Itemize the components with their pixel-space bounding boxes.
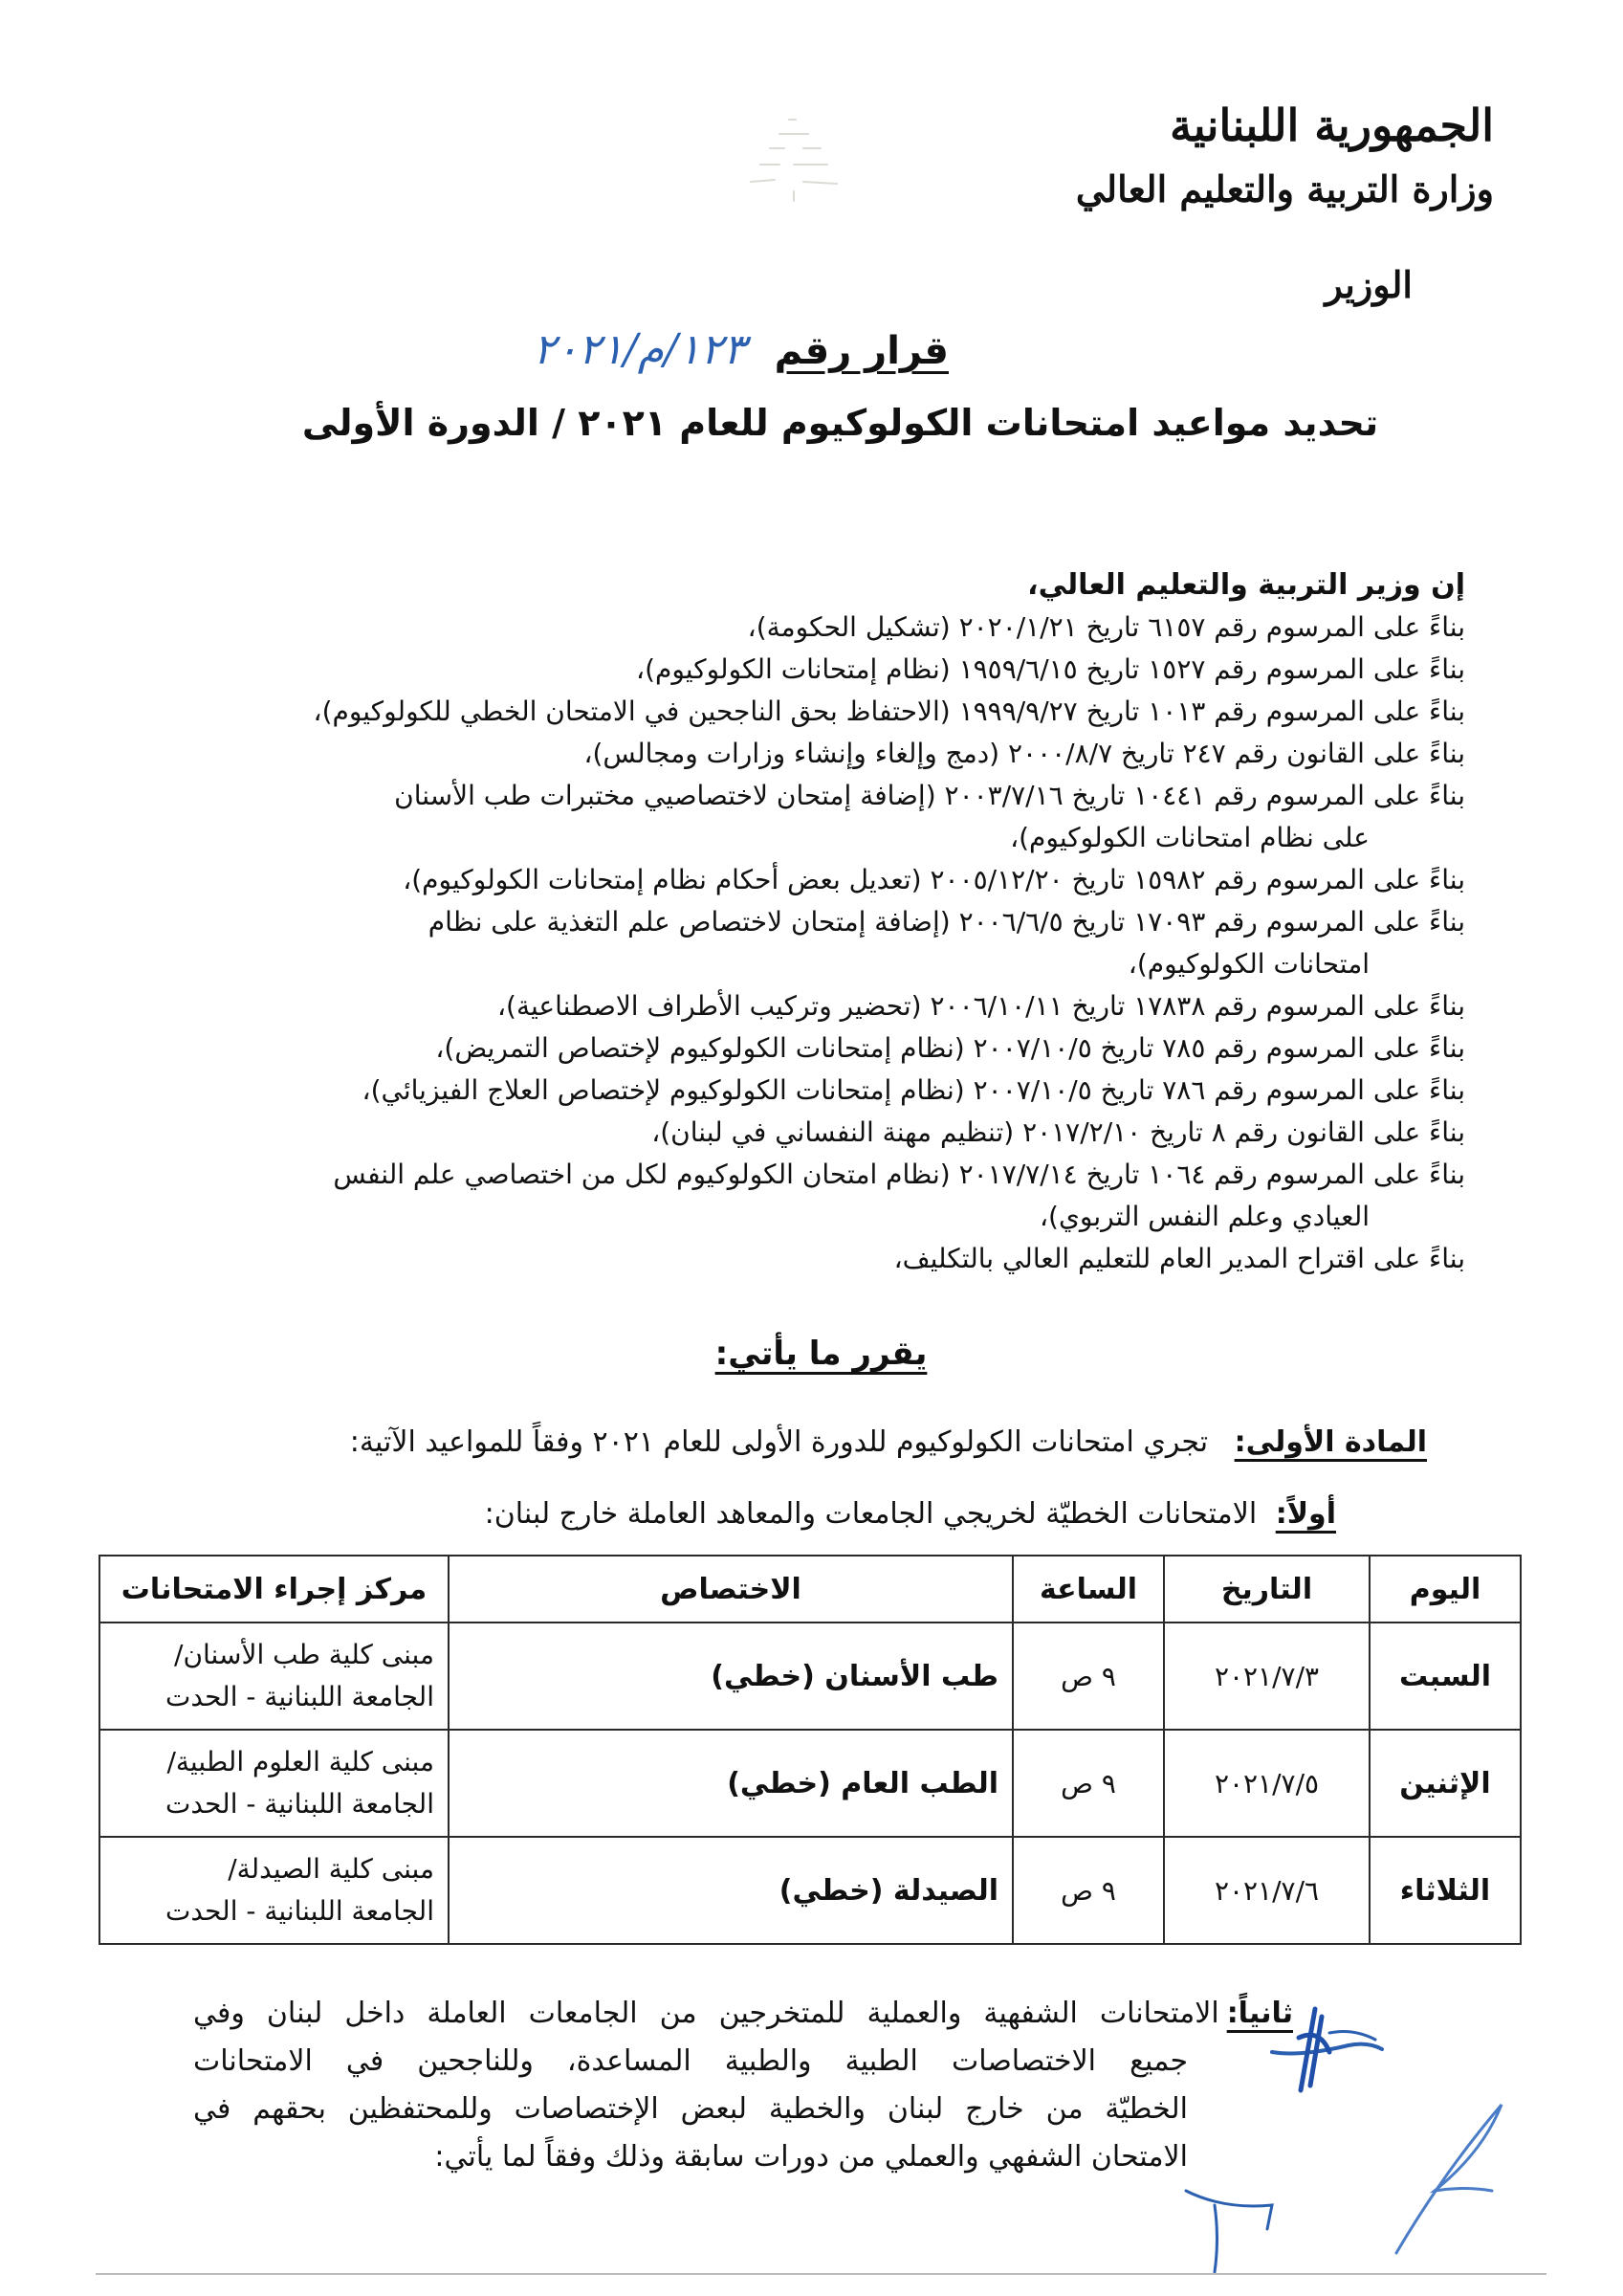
recital-continuation: على نظام امتحانات الكولوكيوم)، — [1010, 822, 1370, 853]
header-specialty: الاختصاص — [449, 1556, 1013, 1623]
section-second — [193, 1990, 1293, 2181]
cell-time: ٩ ص — [1013, 1837, 1164, 1944]
header-center: مركز إجراء الامتحانات — [99, 1556, 449, 1623]
recital-continuation: العيادي وعلم النفس التربوي)، — [1040, 1201, 1370, 1232]
cell-specialty: الصيدلة (خطي) — [449, 1837, 1013, 1944]
table-row — [99, 1837, 1521, 1944]
cell-time: ٩ ص — [1013, 1730, 1164, 1837]
recital-continuation: امتحانات الكولوكيوم)، — [1128, 948, 1370, 980]
cell-day: السبت — [1370, 1623, 1521, 1730]
recital: بناءً على اقتراح المدير العام للتعليم العالي بالتكليف، — [893, 1243, 1465, 1274]
minister-office-label: الوزير — [1325, 263, 1413, 306]
section-second-line3: الخطيّة من خارج لبنان والخطية لبعض الإختصاصات وللمحتفظين بحقهم في — [193, 2092, 1188, 2126]
center-building: مبنى كلية طب الأسنان/ — [174, 1639, 434, 1670]
ministry-name: وزارة التربية والتعليم العالي — [1075, 167, 1494, 210]
section-second-line2: جميع الاختصاصات الطبية والطبية المساعدة، وللناجحين في الامتحانات — [193, 2044, 1188, 2078]
recital: بناءً على المرسوم رقم ١٠٤٤١ تاريخ ٢٠٠٣/٧/١٦ (إضافة إمتحان لاختصاصيي مختبرات طب الأسنان — [394, 780, 1465, 811]
letterhead — [1076, 96, 1494, 218]
header-date: التاريخ — [1164, 1556, 1370, 1623]
cell-center — [99, 1730, 449, 1837]
decides-text: يقرر ما يأتي: — [714, 1335, 928, 1373]
exam-schedule-table — [99, 1555, 1522, 1945]
header-day: اليوم — [1370, 1556, 1521, 1623]
article-one-text: تجري امتحانات الكولوكيوم للدورة الأولى للعام ٢٠٢١ وفقاً للمواعيد الآتية: — [349, 1425, 1209, 1459]
cell-specialty: الطب العام (خطي) — [449, 1730, 1013, 1837]
cell-day: الإثنين — [1370, 1730, 1521, 1837]
recital: بناءً على المرسوم رقم ١٧٨٣٨ تاريخ ٢٠٠٦/١٠/١١ (تحضير وتركيب الأطراف الاصطناعية)، — [496, 990, 1465, 1022]
recital: بناءً على المرسوم رقم ٧٨٥ تاريخ ٢٠٠٧/١٠/٥ (نظام إمتحانات الكولوكيوم لإختصاص التمريض)، — [435, 1032, 1465, 1064]
section-second-line1: الامتحانات الشفهية والعملية للمتخرجين من الجامعات العاملة داخل لبنان وفي — [193, 1997, 1219, 2030]
decision-number-line — [533, 325, 949, 374]
republic-name: الجمهورية اللبنانية — [1170, 99, 1494, 151]
cell-center — [99, 1837, 449, 1944]
center-campus: الجامعة اللبنانية - الحدت — [165, 1788, 434, 1820]
cell-date: ٢٠٢١/٧/٦ — [1164, 1837, 1370, 1944]
cell-specialty: طب الأسنان (خطي) — [449, 1623, 1013, 1730]
cell-day: الثلاثاء — [1370, 1837, 1521, 1944]
section-first — [485, 1497, 1336, 1531]
center-building: مبنى كلية العلوم الطبية/ — [166, 1746, 434, 1777]
table-row — [99, 1623, 1521, 1730]
cell-time: ٩ ص — [1013, 1623, 1164, 1730]
cell-center — [99, 1623, 449, 1730]
article-one — [350, 1425, 1427, 1459]
table-header-row — [99, 1556, 1521, 1623]
page-bottom-edge — [96, 2273, 1546, 2275]
center-campus: الجامعة اللبنانية - الحدت — [165, 1681, 434, 1712]
section-second-line4: الامتحان الشفهي والعملي من دورات سابقة وذلك وفقاً لما يأتي: — [434, 2140, 1188, 2174]
section-second-label: ثانياً: — [1226, 1997, 1293, 2030]
cedar-emblem-icon — [736, 105, 851, 210]
recital: بناءً على المرسوم رقم ٧٨٦ تاريخ ٢٠٠٧/١٠/٥ (نظام إمتحانات الكولوكيوم لإختصاص العلاج الفيزيائي)، — [362, 1074, 1465, 1106]
decision-label: قرار رقم — [774, 329, 949, 373]
article-one-label: المادة الأولى: — [1234, 1425, 1427, 1459]
recital: بناءً على المرسوم رقم ١٧٠٩٣ تاريخ ٢٠٠٦/٦/٥ (إضافة إمتحان لاختصاص علم التغذية على نظام — [428, 906, 1465, 938]
decision-subject: تحديد مواعيد امتحانات الكولوكيوم للعام ٢٠٢١ / الدورة الأولى — [301, 402, 1379, 444]
section-first-label: أولاً: — [1275, 1497, 1336, 1531]
recital: بناءً على القانون رقم ٢٤٧ تاريخ ٢٠٠٠/٨/٧ (دمج وإلغاء وإنشاء وزارات ومجالس)، — [583, 738, 1465, 769]
decision-number: ١٢٣/م/٢٠٢١ — [533, 325, 746, 374]
handwritten-initial-icon — [1377, 2095, 1511, 2258]
recital: بناءً على القانون رقم ٨ تاريخ ٢٠١٧/٢/١٠ (تنظيم مهنة النفساني في لبنان)، — [651, 1116, 1465, 1148]
decides-heading — [0, 1335, 1623, 1373]
table-row — [99, 1730, 1521, 1837]
recital: بناءً على المرسوم رقم ١٠١٣ تاريخ ١٩٩٩/٩/٢٧ (الاحتفاظ بحق الناجحين في الامتحان الخطي للكولوكيوم)، — [313, 695, 1465, 727]
handwritten-signature-icon — [1176, 2172, 1377, 2277]
center-building: مبنى كلية الصيدلة/ — [228, 1853, 434, 1885]
recital: بناءً على المرسوم رقم ١٠٦٤ تاريخ ٢٠١٧/٧/١٤ (نظام امتحان الكولوكيوم لكل من اختصاصي علم النفس — [333, 1159, 1465, 1190]
preamble-intro: إن وزير التربية والتعليم العالي، — [1027, 568, 1465, 602]
preamble — [153, 564, 1465, 1280]
header-time: الساعة — [1013, 1556, 1164, 1623]
section-second-line — [193, 1990, 1293, 2038]
section-first-text: الامتحانات الخطيّة لخريجي الجامعات والمعاهد العاملة خارج لبنان: — [484, 1497, 1258, 1531]
recital: بناءً على المرسوم رقم ١٥٩٨٢ تاريخ ٢٠٠٥/١٢/٢٠ (تعديل بعض أحكام نظام إمتحانات الكولوكيوم)، — [403, 864, 1465, 895]
recital: بناءً على المرسوم رقم ٦١٥٧ تاريخ ٢٠٢٠/١/٢١ (تشكيل الحكومة)، — [747, 611, 1465, 643]
recital: بناءً على المرسوم رقم ١٥٢٧ تاريخ ١٩٥٩/٦/١٥ (نظام إمتحانات الكولوكيوم)، — [636, 653, 1465, 685]
cell-date: ٢٠٢١/٧/٣ — [1164, 1623, 1370, 1730]
center-campus: الجامعة اللبنانية - الحدت — [165, 1895, 434, 1927]
cell-date: ٢٠٢١/٧/٥ — [1164, 1730, 1370, 1837]
